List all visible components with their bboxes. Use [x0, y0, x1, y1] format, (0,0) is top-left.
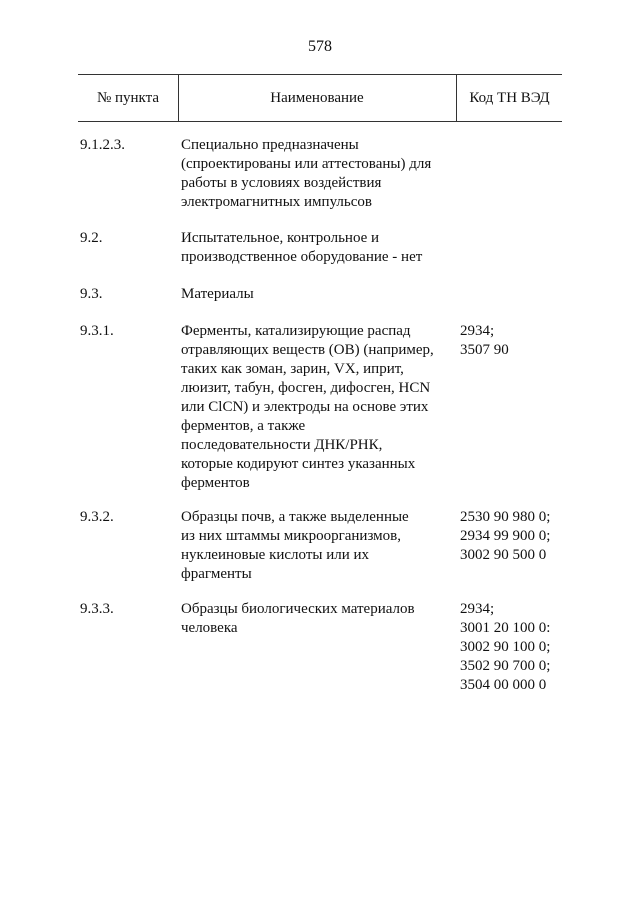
item-name-line: производственное оборудование - нет	[181, 249, 423, 265]
item-name-line: Испытательное, контрольное и	[181, 230, 380, 246]
item-code	[460, 508, 580, 565]
header-name: Наименование	[178, 75, 457, 121]
item-name	[181, 285, 451, 304]
item-code-line: 3002 90 500 0	[460, 547, 547, 563]
item-name	[181, 136, 451, 212]
item-name-line: отравляющих веществ (ОВ) (например,	[181, 342, 434, 358]
item-code-line: 3001 20 100 0:	[460, 620, 551, 636]
item-code-line: 3502 90 700 0;	[460, 658, 551, 674]
item-code-line: 3002 90 100 0;	[460, 639, 551, 655]
page-number: 578	[308, 38, 332, 55]
item-name	[181, 322, 451, 493]
item-number: 9.2.	[80, 230, 103, 246]
item-name-line: ферментов, а также	[181, 418, 306, 434]
item-number: 9.3.1.	[80, 323, 114, 339]
table-header	[78, 74, 562, 122]
item-name-line: или ClCN) и электроды на основе этих	[181, 399, 429, 415]
item-name	[181, 508, 451, 584]
item-code-line: 2934;	[460, 323, 495, 339]
item-name-line: Специально предназначены	[181, 137, 359, 153]
item-code	[460, 322, 580, 360]
item-number: 9.3.3.	[80, 601, 114, 617]
item-code-line: 3504 00 000 0	[460, 677, 547, 693]
item-number: 9.3.	[80, 286, 103, 302]
item-name-line: из них штаммы микроорганизмов,	[181, 528, 401, 544]
item-name-line: Ферменты, катализирующие распад	[181, 323, 411, 339]
item-code-line: 2530 90 980 0;	[460, 509, 551, 525]
item-code-line: 2934 99 900 0;	[460, 528, 551, 544]
item-name-line: Образцы биологических материалов	[181, 601, 415, 617]
item-name-line: таких как зоман, зарин, VX, иприт,	[181, 361, 404, 377]
item-name-line: фрагменты	[181, 566, 252, 582]
item-code	[460, 600, 580, 695]
item-number: 9.1.2.3.	[80, 137, 125, 153]
item-name-line: последовательности ДНК/РНК,	[181, 437, 383, 453]
item-name-line: электромагнитных импульсов	[181, 194, 372, 210]
item-name-line: ферментов	[181, 475, 250, 491]
item-name-line: которые кодируют синтез указанных	[181, 456, 416, 472]
item-code-line: 2934;	[460, 601, 495, 617]
header-code: Код ТН ВЭД	[469, 90, 550, 106]
item-code-line: 3507 90	[460, 342, 509, 358]
item-name-line: нуклеиновые кислоты или их	[181, 547, 370, 563]
header-item-number: № пункта	[78, 75, 179, 121]
item-name	[181, 600, 451, 638]
item-number: 9.3.2.	[80, 509, 114, 525]
item-name-line: (спроектированы или аттестованы) для	[181, 156, 432, 172]
item-name-line: человека	[181, 620, 238, 636]
item-name-line: Материалы	[181, 286, 254, 302]
item-name-line: люизит, табун, фосген, дифосген, HCN	[181, 380, 431, 396]
item-name	[181, 229, 451, 267]
item-name-line: Образцы почв, а также выделенные	[181, 509, 409, 525]
item-name-line: работы в условиях воздействия	[181, 175, 382, 191]
